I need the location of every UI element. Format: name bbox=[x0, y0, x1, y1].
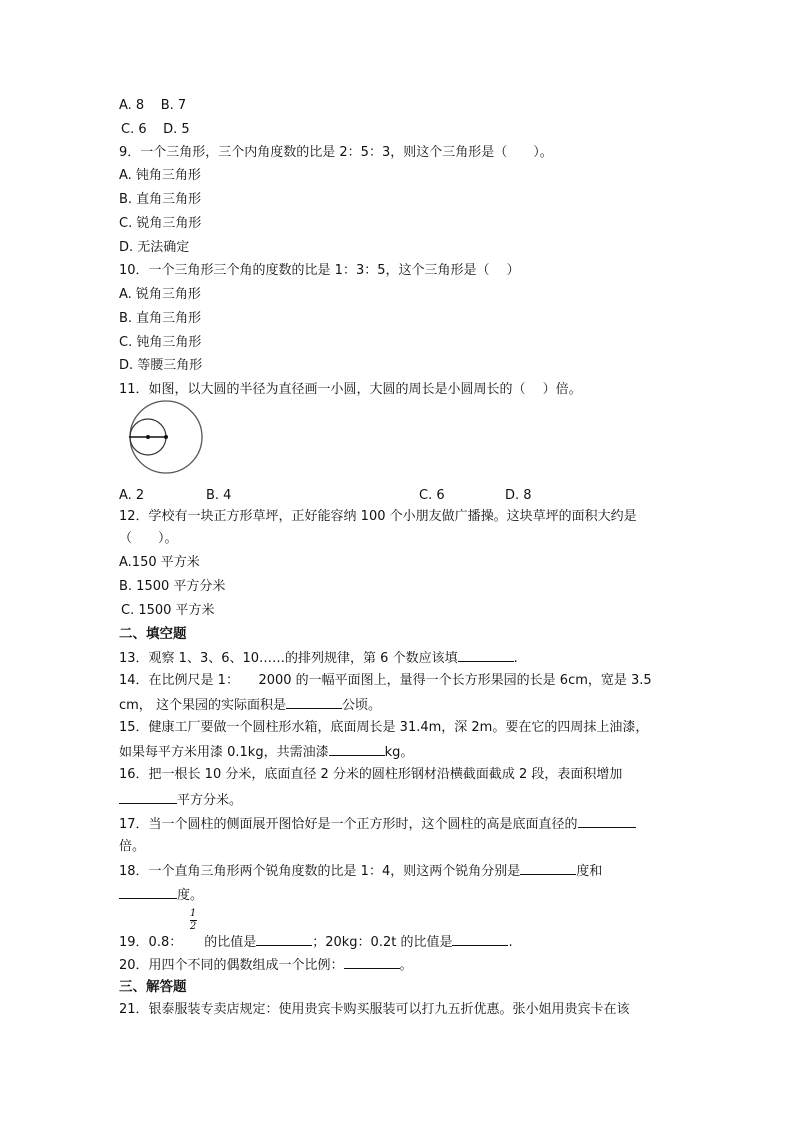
q18-unit: 度和 bbox=[576, 864, 603, 879]
q9-stem: 9．一个三角形，三个内角度数的比是 2：5：3，则这个三角形是（ ）。 bbox=[119, 145, 553, 160]
q18-text: 18．一个直角三角形两个锐角度数的比是 1：4，则这两个锐角分别是 bbox=[119, 864, 521, 879]
answer-blank[interactable] bbox=[520, 861, 576, 875]
q20-text: 20．用四个不同的偶数组成一个比例： bbox=[119, 958, 344, 973]
q18-line2 bbox=[119, 885, 203, 905]
answer-blank[interactable] bbox=[119, 885, 177, 899]
q13-end: . bbox=[513, 651, 518, 666]
answer-blank[interactable] bbox=[256, 932, 312, 946]
q12-option-c: C. 1500 平方米 bbox=[121, 603, 215, 618]
q8-options-row2 bbox=[121, 121, 190, 139]
q10-option-a: A. 锐角三角形 bbox=[119, 287, 201, 302]
answer-blank[interactable] bbox=[452, 932, 508, 946]
q14-line2 bbox=[119, 695, 381, 715]
circles-diagram bbox=[120, 398, 210, 482]
q11-option-b: B. 4 bbox=[206, 488, 232, 503]
q16-line1: 16．把一根长 10 分米，底面直径 2 分米的圆柱形钢材沿横截面截成 2 段，表面积增加 bbox=[119, 767, 623, 782]
q19-text-a: 的比值是 bbox=[204, 935, 257, 950]
answer-blank[interactable] bbox=[344, 955, 400, 969]
q11-option-c: C. 6 bbox=[419, 488, 445, 503]
q12-stem-line2: （ ）。 bbox=[119, 531, 178, 546]
q16-line2 bbox=[119, 790, 242, 810]
answer-blank[interactable] bbox=[286, 695, 342, 709]
q8-options-row1 bbox=[119, 97, 186, 115]
q12-stem-line1: 12．学校有一块正方形草坪，正好能容纳 100 个小朋友做广播操。这块草坪的面积大约是 bbox=[119, 509, 637, 524]
q15-text: 如果每平方米用漆 0.1kg，共需油漆 bbox=[119, 745, 329, 760]
q15-unit: kg。 bbox=[384, 745, 414, 760]
q13 bbox=[119, 648, 518, 668]
q9-option-b: B. 直角三角形 bbox=[119, 192, 202, 207]
q8-option-c: C. 6 bbox=[121, 122, 147, 137]
q17-text: 17．当一个圆柱的侧面展开图恰好是一个正方形时，这个圆柱的高是底面直径的 bbox=[119, 817, 578, 832]
q12-option-a: A.150 平方米 bbox=[119, 555, 200, 570]
fraction-numerator: 1 bbox=[189, 908, 197, 919]
q19-text-b: ；20kg：0.2t 的比值是 bbox=[312, 935, 453, 950]
answer-blank[interactable] bbox=[458, 648, 514, 662]
q17-line1 bbox=[119, 814, 636, 834]
q10-stem: 10．一个三角形三个角的度数的比是 1：3：5，这个三角形是（ ） bbox=[119, 263, 520, 278]
q9-option-d: D. 无法确定 bbox=[119, 240, 190, 255]
q8-option-a: A. 8 bbox=[119, 98, 145, 113]
q18-line1 bbox=[119, 861, 602, 881]
q17-line2: 倍。 bbox=[119, 839, 146, 854]
q18-unit2: 度。 bbox=[177, 888, 204, 903]
q12-option-b: B. 1500 平方分米 bbox=[119, 579, 226, 594]
q14-line1: 14．在比例尺是 1： 2000 的一幅平面图上，量得一个长方形果园的长是 6cm，宽是 3.5 bbox=[119, 673, 652, 688]
section-heading-fill-in: 二、填空题 bbox=[119, 626, 187, 642]
q10-option-d: D. 等腰三角形 bbox=[119, 358, 203, 373]
answer-blank[interactable] bbox=[329, 742, 385, 756]
section-heading-solve: 三、解答题 bbox=[119, 979, 187, 995]
fraction-denominator: 2 bbox=[189, 921, 197, 932]
q14-text: cm， 这个果园的实际面积是 bbox=[119, 698, 286, 713]
q10-option-c: C. 钝角三角形 bbox=[119, 335, 202, 350]
q10-option-b: B. 直角三角形 bbox=[119, 311, 202, 326]
q9-option-a: A. 钝角三角形 bbox=[119, 168, 201, 183]
q16-unit: 平方分米。 bbox=[177, 793, 243, 808]
q9-option-c: C. 锐角三角形 bbox=[119, 216, 202, 231]
q8-option-b: B. 7 bbox=[160, 98, 187, 113]
q20-end: 。 bbox=[399, 958, 413, 973]
q19 bbox=[119, 932, 513, 952]
q20 bbox=[119, 955, 413, 975]
answer-blank[interactable] bbox=[578, 814, 636, 828]
q13-text: 13．观察 1、3、6、10……的排列规律，第 6 个数应该填 bbox=[119, 651, 458, 666]
q11-option-a: A. 2 bbox=[119, 488, 145, 503]
q11-option-d: D. 8 bbox=[505, 488, 532, 503]
q19-end: . bbox=[508, 935, 513, 950]
q21-line1: 21．银泰服装专卖店规定：使用贵宾卡购买服装可以打九五折优惠。张小姐用贵宾卡在该 bbox=[119, 1002, 630, 1017]
q15-line2 bbox=[119, 742, 413, 762]
answer-blank[interactable] bbox=[119, 790, 177, 804]
q15-line1: 15．健康工厂要做一个圆柱形水箱，底面周长是 31.4m，深 2m。要在它的四周抹上油漆， bbox=[119, 720, 649, 735]
q11-stem: 11．如图，以大圆的半径为直径画一小圆，大圆的周长是小圆周长的（ ）倍。 bbox=[119, 382, 582, 397]
q19-text: 19．0.8： bbox=[119, 935, 183, 950]
fraction-one-half bbox=[188, 909, 198, 932]
q14-unit: 公顷。 bbox=[341, 698, 381, 713]
q8-option-d: D. 5 bbox=[163, 122, 190, 137]
